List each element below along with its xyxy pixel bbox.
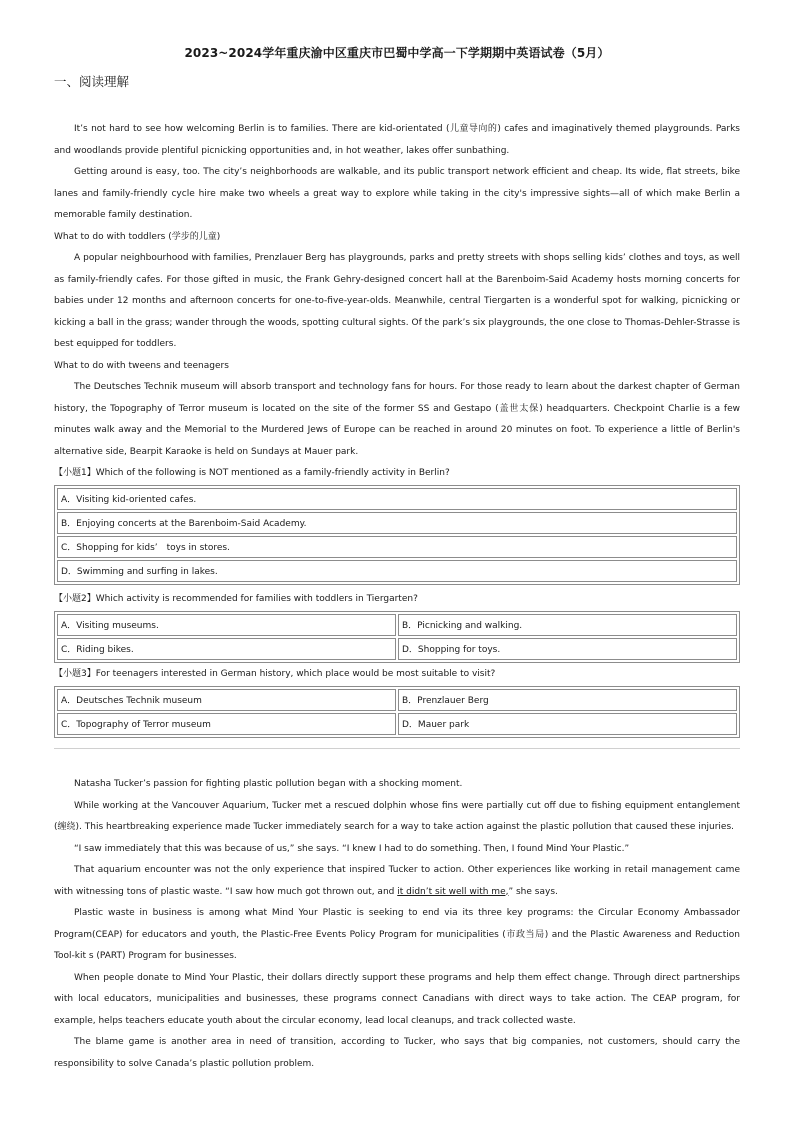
passage-2-paragraph: Natasha Tucker’s passion for fighting plastic pollution began with a shocking moment. <box>74 779 463 789</box>
option-d[interactable]: D．Mauer park <box>398 713 737 735</box>
option-b[interactable]: B．Enjoying concerts at the Barenboim-Said Academy. <box>57 512 737 534</box>
section-title: 一、阅读理解 <box>54 74 130 89</box>
passage-1-paragraph: Getting around is easy, too. The city’s neighborhoods are walkable, and its public transport network efficient and cheap. Its wide, flat streets, bike lanes and family-friendly cycle hire make two wheels a great way to explore while taking in the city's impressive sights—all of which make Berlin a memorable family destination. <box>54 167 740 220</box>
option-a[interactable]: A．Visiting kid-oriented cafes. <box>57 488 737 510</box>
question-1-options <box>54 485 740 585</box>
option-a[interactable]: A．Visiting museums. <box>57 614 396 636</box>
paragraph-text: That aquarium encounter was not the only experience that inspired Tucker to action. Other experiences like working in retail management came with witnessing tons of plastic waste. “I saw how much got thrown out, and <box>54 865 740 897</box>
question-1 <box>54 463 740 585</box>
passage-2-paragraph: The blame game is another area in need of transition, according to Tucker, who says that big companies, not customers, should carry the responsibility to solve Canada’s plastic pollution problem. <box>54 1037 740 1069</box>
subheading-toddlers: What to do with toddlers (学步的儿童) <box>54 231 221 242</box>
option-b[interactable]: B．Picnicking and walking. <box>398 614 737 636</box>
paragraph-text: ” she says. <box>508 886 558 897</box>
passage-2-paragraph: When people donate to Mind Your Plastic, their dollars directly support these programs and help them effect change. Through direct partnerships with local educators, municipalities and businesses, these programs connect Canadians with direct ways to take action. The CEAP program, for example, helps teachers educate youth about the circular economy, lead local cleanups, and track collected waste. <box>54 972 740 1026</box>
option-c[interactable]: C．Topography of Terror museum <box>57 713 396 735</box>
section-divider <box>54 748 740 749</box>
option-c[interactable]: C．Riding bikes. <box>57 638 396 660</box>
question-3-stem: 【小题3】For teenagers interested in German history, which place would be most suitable to visit? <box>54 669 496 679</box>
question-1-stem: 【小题1】Which of the following is NOT mentioned as a family-friendly activity in Berlin? <box>54 468 450 478</box>
option-c[interactable]: C．Shopping for kids’ toys in stores. <box>57 536 737 558</box>
option-d[interactable]: D．Swimming and surfing in lakes. <box>57 560 737 582</box>
passage-2-paragraph: While working at the Vancouver Aquarium, Tucker met a rescued dolphin whose fins were partially cut off due to fishing equipment entanglement (缠绕). This heartbreaking experience made Tucker immediately search for a way to take action against the plastic pollution that caused these injuries. <box>54 800 740 832</box>
question-2-stem: 【小题2】Which activity is recommended for families with toddlers in Tiergarten? <box>54 594 418 604</box>
passage-1 <box>54 119 740 463</box>
passage-1-paragraph: The Deutsches Technik museum will absorb transport and technology fans for hours. For those ready to learn about the darkest chapter of German history, the Topography of Terror museum is located on the site of the former SS and Gestapo (盖世太保) headquarters. Checkpoint Charlie is a few minutes walk away and the Memorial to the Murdered Jews of Europe can be reached in around 20 minutes on foot. To experience a little of Berlin's alternative side, Bearpit Karaoke is held on Sundays at Mauer park. <box>54 382 740 457</box>
subheading-teenagers: What to do with tweens and teenagers <box>54 360 229 371</box>
passage-2-paragraph <box>54 860 740 903</box>
question-3-options <box>54 686 740 738</box>
option-d[interactable]: D．Shopping for toys. <box>398 638 737 660</box>
passage-2 <box>54 774 740 1075</box>
question-2-options <box>54 611 740 663</box>
option-a[interactable]: A．Deutsches Technik museum <box>57 689 396 711</box>
passage-1-paragraph: It’s not hard to see how welcoming Berlin is to families. There are kid-orientated (儿童导向的) cafes and imaginatively themed playgrounds. Parks and woodlands provide plentiful picnicking opportunities and, in hot weather, lakes offer sunbathing. <box>54 124 740 156</box>
passage-1-paragraph: A popular neighbourhood with families, Prenzlauer Berg has playgrounds, parks and pretty streets with shops selling kids’ clothes and toys, as well as family-friendly cafes. For those gifted in music, the Frank Gehry-designed concert hall at the Barenboim-Said Academy hosts morning concerts for babies under 12 months and afternoon concerts for one-to-five-year-olds. Meanwhile, central Tiergarten is a wonderful spot for walking, picnicking or kicking a ball in the grass; wander through the woods, spotting cultural sights. Of the park’s six playgrounds, the one close to Thomas-Dehler-Strasse is best equipped for toddlers. <box>54 253 740 349</box>
underlined-phrase: it didn’t sit well with me, <box>397 886 509 897</box>
passage-2-paragraph: “I saw immediately that this was because of us,” she says. “I knew I had to do something. Then, I found Mind Your Plastic.” <box>74 843 630 854</box>
option-b[interactable]: B．Prenzlauer Berg <box>398 689 737 711</box>
exam-title: 2023~2024学年重庆渝中区重庆市巴蜀中学高一下学期期中英语试卷（5月） <box>184 46 610 60</box>
question-3 <box>54 664 740 738</box>
question-2 <box>54 589 740 663</box>
passage-2-paragraph: Plastic waste in business is among what Mind Your Plastic is seeking to end via its three key programs: the Circular Economy Ambassador Program(CEAP) for educators and youth, the Plastic-Free Events Policy Program for municipalities (市政当局) and the Plastic Awareness and Reduction Tool-kit s (PART) Program for businesses. <box>54 908 740 961</box>
